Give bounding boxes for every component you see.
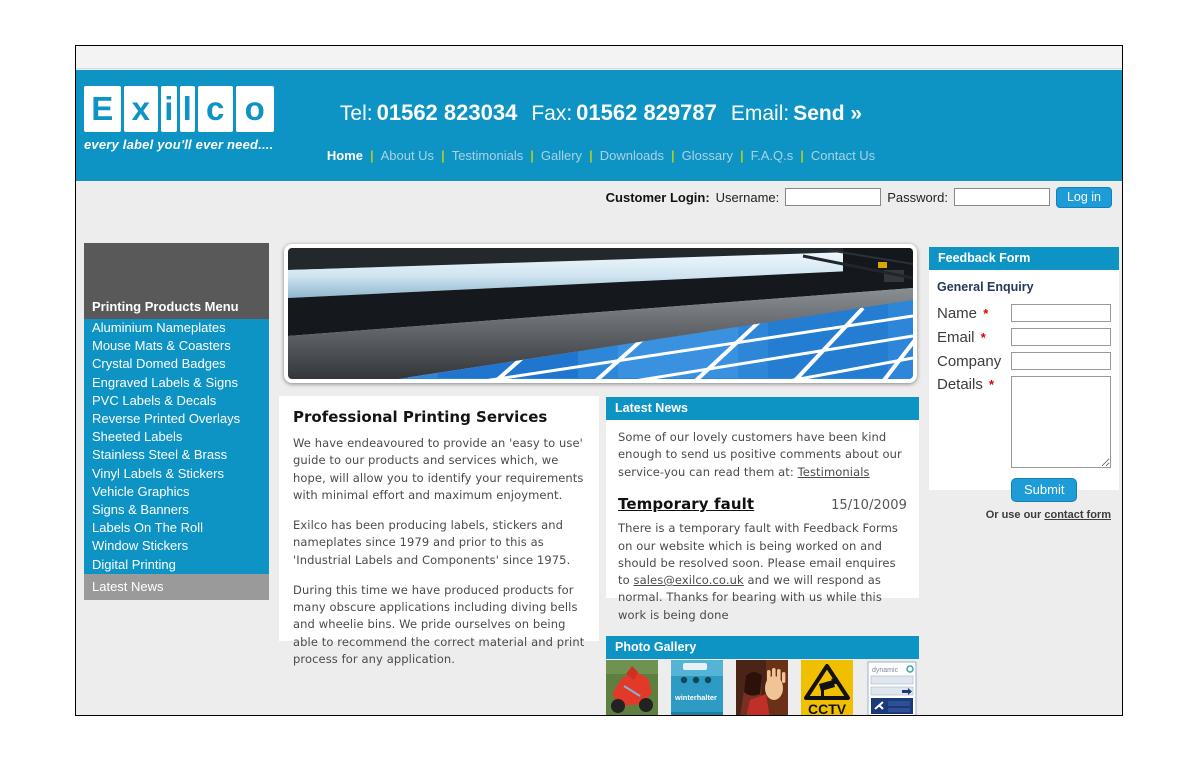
printing-press-illustration bbox=[288, 248, 913, 379]
sidebar-header bbox=[84, 243, 269, 319]
svg-text:CCTV: CCTV bbox=[808, 701, 847, 716]
name-label-text: Name bbox=[937, 304, 978, 322]
contact-line bbox=[340, 100, 862, 126]
sidebar-item-aluminium-nameplates[interactable]: Aluminium Nameplates bbox=[84, 319, 269, 337]
contact-form-alternative bbox=[937, 509, 1111, 521]
general-enquiry-label: General Enquiry bbox=[937, 280, 1034, 294]
logo-letter: o bbox=[236, 86, 274, 132]
sidebar-item-signs-banners[interactable]: Signs & Banners bbox=[84, 501, 269, 519]
nav-separator: | bbox=[671, 148, 675, 163]
tel-number: 01562 823034 bbox=[376, 100, 518, 125]
fax-number: 01562 829787 bbox=[576, 100, 717, 125]
sidebar-item-mouse-mats-coasters[interactable]: Mouse Mats & Coasters bbox=[84, 337, 269, 355]
sidebar-item-window-stickers[interactable]: Window Stickers bbox=[84, 537, 269, 555]
services-paragraph: We have endeavoured to provide an 'easy to use' guide to our products and services which, we hope, will allow you to identify your requirements with minimal effort and maximum enjoyment. bbox=[293, 436, 584, 502]
news-intro bbox=[618, 429, 907, 481]
tel-label: Tel: bbox=[339, 102, 373, 125]
sidebar-item-digital-printing[interactable]: Digital Printing bbox=[84, 556, 269, 574]
services-paragraph: Exilco has been producing labels, stickers and nameplates since 1979 and prior to this as 'Industrial Labels and Components' since 1975. bbox=[293, 518, 571, 567]
password-input[interactable] bbox=[954, 188, 1050, 206]
feedback-form-panel bbox=[929, 247, 1119, 521]
username-label: Username: bbox=[715, 189, 780, 205]
sidebar-item-sheeted-labels[interactable]: Sheeted Labels bbox=[84, 428, 269, 446]
news-article-title[interactable]: Temporary fault bbox=[618, 494, 755, 513]
nav-separator: | bbox=[530, 148, 534, 163]
nav-separator: | bbox=[739, 148, 744, 163]
sidebar-item-stainless-steel-brass[interactable]: Stainless Steel & Brass bbox=[84, 446, 269, 464]
logo-letter: i bbox=[161, 86, 176, 132]
fax-label: Fax: bbox=[531, 102, 573, 125]
latest-news-panel bbox=[606, 397, 919, 622]
email-label bbox=[937, 329, 1011, 346]
nav-separator: | bbox=[800, 148, 804, 163]
sidebar-item-vehicle-graphics[interactable]: Vehicle Graphics bbox=[84, 483, 269, 501]
details-label bbox=[937, 376, 1011, 393]
sidebar-item-reverse-printed-overlays[interactable]: Reverse Printed Overlays bbox=[84, 410, 269, 428]
winterhalter-machine-photo[interactable] bbox=[671, 660, 723, 716]
name-field[interactable] bbox=[1011, 304, 1111, 322]
news-article-body bbox=[618, 520, 907, 624]
email-send-link[interactable]: Send » bbox=[793, 102, 863, 125]
sidebar-item-crystal-domed-badges[interactable]: Crystal Domed Badges bbox=[84, 355, 269, 373]
required-asterisk: * bbox=[983, 305, 989, 321]
username-input[interactable] bbox=[785, 188, 881, 206]
logo-letter: l bbox=[180, 86, 195, 132]
dynamic-sign-photo[interactable] bbox=[866, 660, 918, 716]
sidebar-item-pvc-labels-decals[interactable]: PVC Labels & Decals bbox=[84, 392, 269, 410]
company-label-text: Company bbox=[937, 352, 1002, 370]
customer-login-label: Customer Login: bbox=[605, 189, 710, 205]
logo-letter-tiles bbox=[84, 86, 274, 132]
sidebar bbox=[84, 243, 269, 600]
nav-home[interactable]: Home bbox=[326, 148, 363, 163]
feedback-form-header: Feedback Form bbox=[929, 247, 1119, 270]
company-label bbox=[937, 353, 1011, 370]
contact-form-link[interactable]: contact form bbox=[1044, 509, 1111, 521]
professional-printing-services-panel bbox=[279, 396, 599, 666]
services-paragraph: During this time we have produced products for many obscure applications including diving bells and wheelie bins. We pride ourselves on being able to recommend the correct material and print process for any application. bbox=[293, 582, 585, 666]
logo-letter: E bbox=[84, 86, 121, 132]
svg-text:dynamic: dynamic bbox=[872, 667, 899, 674]
gallery-thumbnails bbox=[606, 660, 919, 716]
top-strip bbox=[76, 46, 1122, 69]
nav-downloads[interactable]: Downloads bbox=[599, 148, 665, 163]
password-label: Password: bbox=[887, 189, 948, 205]
logo-letter: c bbox=[198, 86, 233, 132]
main-navigation bbox=[323, 148, 879, 163]
news-article-text: There is a temporary fault with Feedback Forms on our website which is being worked on and should be resolved soon. Please email enquires to bbox=[618, 521, 899, 587]
news-intro-text: Some of our lovely customers have been kind enough to send us positive comments about our service-you can read them at: bbox=[618, 430, 902, 479]
exilco-logo[interactable] bbox=[84, 86, 274, 152]
svg-text:winterhalter: winterhalter bbox=[675, 693, 717, 702]
page-container bbox=[75, 45, 1123, 716]
sales-email-link[interactable]: sales@exilco.co.uk bbox=[633, 573, 744, 587]
latest-news-header: Latest News bbox=[606, 397, 919, 420]
nav-testimonials[interactable]: Testimonials bbox=[451, 148, 524, 163]
name-label bbox=[937, 305, 1011, 322]
email-label-text: Email bbox=[937, 328, 975, 346]
nav-separator: | bbox=[369, 148, 374, 163]
details-label-text: Details bbox=[937, 376, 983, 393]
site-header bbox=[76, 70, 1122, 181]
sidebar-item-engraved-labels-signs[interactable]: Engraved Labels & Signs bbox=[84, 374, 269, 392]
nav-contact-us[interactable]: Contact Us bbox=[810, 148, 876, 163]
email-label: Email: bbox=[730, 102, 790, 125]
sidebar-item-vinyl-labels-stickers[interactable]: Vinyl Labels & Stickers bbox=[84, 465, 269, 483]
logo-letter: x bbox=[124, 86, 159, 132]
nav-separator: | bbox=[441, 148, 445, 163]
nav-separator: | bbox=[589, 148, 593, 163]
logo-tagline: every label you'll ever need.... bbox=[84, 137, 274, 152]
news-article-text: and we will respond as normal. Thanks for bearing with us while this work is being done bbox=[618, 573, 882, 622]
photo-gallery-header: Photo Gallery bbox=[606, 636, 919, 659]
nav-gallery[interactable]: Gallery bbox=[540, 148, 583, 163]
cctv-sign-photo[interactable] bbox=[801, 660, 853, 716]
testimonials-link[interactable]: Testimonials bbox=[797, 464, 870, 479]
artwork-hand-photo[interactable] bbox=[736, 660, 788, 716]
services-heading: Professional Printing Services bbox=[293, 408, 548, 426]
nav-about-us[interactable]: About Us bbox=[380, 148, 435, 163]
email-field[interactable] bbox=[1011, 328, 1111, 346]
login-button[interactable]: Log in bbox=[1056, 187, 1112, 208]
printing-products-menu-title: Printing Products Menu bbox=[92, 299, 239, 314]
quad-bike-photo[interactable] bbox=[606, 660, 658, 716]
sidebar-item-latest-news[interactable]: Latest News bbox=[84, 574, 269, 600]
alt-text: Or use our bbox=[985, 509, 1045, 521]
company-field[interactable] bbox=[1011, 352, 1111, 370]
customer-login-bar bbox=[606, 185, 1112, 209]
photo-gallery-panel bbox=[606, 636, 919, 716]
nav-glossary[interactable]: Glossary bbox=[681, 148, 733, 163]
required-asterisk: * bbox=[989, 377, 995, 392]
nav-faqs[interactable]: F.A.Q.s bbox=[750, 148, 794, 163]
hero-printing-press-image bbox=[284, 244, 917, 383]
details-field[interactable] bbox=[1011, 376, 1111, 468]
submit-button[interactable]: Submit bbox=[1011, 478, 1077, 502]
required-asterisk: * bbox=[980, 329, 986, 345]
sidebar-item-labels-on-the-roll[interactable]: Labels On The Roll bbox=[84, 519, 269, 537]
news-article-date: 15/10/2009 bbox=[831, 497, 907, 513]
